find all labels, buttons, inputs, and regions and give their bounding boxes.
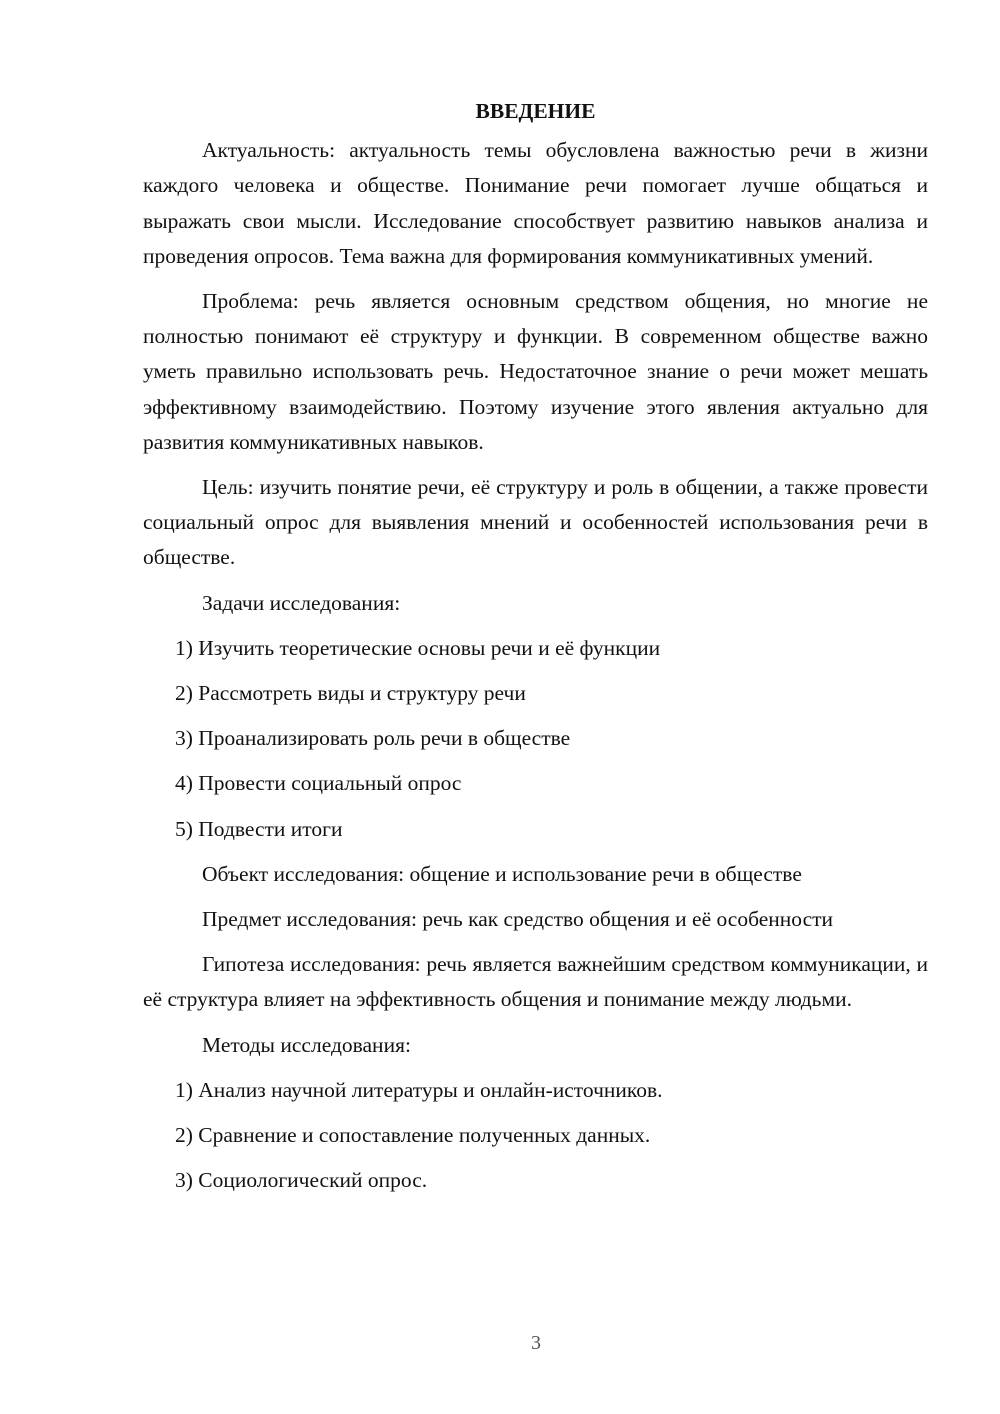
page-content xyxy=(143,94,928,1208)
task-item: 5) Подвести итоги xyxy=(175,816,343,841)
tasks-list xyxy=(143,631,928,847)
methods-heading: Методы исследования: xyxy=(202,1032,411,1057)
goal-paragraph: Цель: изучить понятие речи, её структуру и роль в общении, а также провести социальный опрос для выявления мнений и особенностей использования речи в обществе. xyxy=(143,475,928,570)
task-item: 4) Провести социальный опрос xyxy=(175,771,462,796)
page-number: 3 xyxy=(531,1332,541,1354)
task-item: 2) Рассмотреть виды и структуру речи xyxy=(175,681,526,706)
hypothesis-paragraph: Гипотеза исследования: речь является важнейшим средством коммуникации, и её структура влияет на эффективность общения и понимание между людьми. xyxy=(143,952,928,1012)
methods-list xyxy=(143,1073,928,1199)
method-item: 3) Социологический опрос. xyxy=(175,1168,428,1193)
method-item: 1) Анализ научной литературы и онлайн-источников. xyxy=(175,1077,663,1102)
section-title: ВВЕДЕНИЕ xyxy=(475,99,596,123)
method-item: 2) Сравнение и сопоставление полученных данных. xyxy=(175,1123,651,1148)
subject-paragraph: Предмет исследования: речь как средство общения и её особенности xyxy=(202,907,834,932)
relevance-paragraph: Актуальность: актуальность темы обусловлена важностью речи в жизни каждого человека и обществе. Понимание речи помогает лучше общаться и выражать свои мысли. Исследование способствует развитию навыков анализа и проведения опросов. Тема важна для формирования коммуникативных умений. xyxy=(143,138,928,268)
object-paragraph: Объект исследования: общение и использование речи в обществе xyxy=(202,861,802,886)
problem-paragraph: Проблема: речь является основным средством общения, но многие не полностью понимают её структуру и функции. В современном обществе важно уметь правильно использовать речь. Недостаточное знание о речи может мешать эффективному взаимодействию. Поэтому изучение этого явления актуально для развития коммуникативных навыков. xyxy=(143,289,928,454)
task-item: 1) Изучить теоретические основы речи и её функции xyxy=(175,635,661,660)
task-item: 3) Проанализировать роль речи в обществе xyxy=(175,726,571,751)
tasks-heading: Задачи исследования: xyxy=(202,590,401,615)
